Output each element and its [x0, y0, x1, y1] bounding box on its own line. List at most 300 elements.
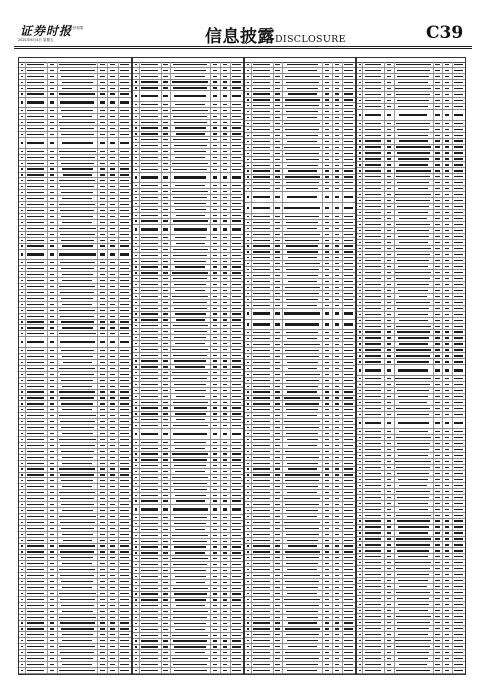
cell-text — [223, 517, 227, 518]
table-cell — [25, 508, 48, 513]
cell-text — [141, 220, 158, 221]
cell-text — [135, 266, 137, 267]
table-cell — [251, 532, 274, 537]
cell-text — [141, 308, 158, 309]
cell-text — [325, 593, 329, 594]
cell-text — [21, 634, 23, 635]
cell-text — [135, 599, 137, 600]
cell-text — [100, 101, 104, 103]
cell-text — [335, 516, 339, 517]
cell-text — [396, 94, 430, 95]
table-cell — [230, 167, 244, 172]
cell-text — [223, 576, 227, 577]
table-cell — [342, 62, 356, 67]
cell-text — [387, 254, 391, 255]
cell-text — [213, 81, 217, 82]
cell-text — [359, 106, 361, 107]
cell-text — [232, 635, 240, 636]
cell-text — [247, 593, 249, 594]
cell-text — [141, 197, 158, 198]
table-cell — [170, 440, 211, 445]
table-cell — [57, 473, 98, 478]
cell-text — [50, 76, 54, 77]
cell-text — [275, 374, 279, 375]
cell-text — [454, 230, 462, 231]
table-cell — [57, 284, 98, 289]
cell-text — [454, 212, 462, 213]
cell-text — [100, 204, 104, 205]
cell-text — [359, 224, 361, 225]
cell-text — [365, 140, 381, 141]
cell-text — [21, 463, 23, 464]
cell-text — [335, 350, 339, 351]
table-cell — [230, 353, 244, 358]
cell-text — [325, 504, 329, 505]
table-cell — [282, 169, 323, 174]
cell-text — [344, 628, 352, 629]
cell-text — [27, 240, 44, 241]
cell-text — [141, 337, 158, 338]
cell-text — [335, 451, 339, 452]
cell-text — [100, 540, 104, 541]
table-cell — [251, 151, 274, 156]
cell-text — [232, 197, 240, 198]
cell-text — [223, 76, 227, 77]
cell-text — [213, 433, 217, 435]
cell-text — [232, 284, 240, 285]
cell-text — [135, 582, 137, 583]
cell-text — [335, 82, 339, 83]
cell-text — [435, 158, 439, 159]
cell-text — [141, 448, 158, 449]
table-cell — [25, 80, 48, 85]
cell-text — [100, 245, 104, 246]
table-cell — [282, 98, 323, 103]
table-cell — [342, 133, 356, 138]
table-cell — [342, 615, 356, 620]
table-cell — [251, 567, 274, 572]
cell-text — [100, 64, 104, 65]
table-cell — [57, 538, 98, 543]
cell-text — [135, 355, 137, 356]
cell-text — [50, 341, 54, 343]
cell-text — [275, 234, 279, 235]
table-cell — [25, 190, 48, 195]
cell-text — [232, 453, 240, 454]
cell-text — [275, 652, 279, 653]
table-cell — [170, 189, 211, 194]
cell-text — [247, 380, 249, 381]
table-cell — [170, 551, 211, 556]
table-cell — [394, 222, 434, 227]
cell-text — [435, 200, 439, 201]
table-row — [133, 429, 243, 440]
cell-text — [120, 486, 129, 487]
table-cell — [25, 550, 48, 555]
cell-text — [247, 617, 249, 618]
cell-text — [223, 110, 227, 111]
cell-text — [365, 64, 381, 65]
cell-text — [335, 510, 339, 511]
cell-text — [247, 581, 249, 582]
table-cell — [57, 555, 98, 560]
cell-text — [27, 157, 44, 158]
cell-text — [232, 593, 240, 594]
cell-text — [27, 622, 44, 623]
cell-text — [21, 76, 23, 77]
cell-text — [27, 415, 44, 416]
cell-text — [223, 296, 227, 297]
table-cell — [139, 265, 162, 270]
cell-text — [275, 658, 279, 659]
cell-text — [253, 474, 270, 475]
table-cell — [118, 114, 132, 119]
cell-text — [435, 176, 439, 177]
table-cell — [362, 98, 385, 103]
cell-text — [174, 442, 206, 443]
cell-text — [27, 421, 44, 422]
table-cell — [251, 285, 274, 290]
cell-text — [396, 176, 429, 177]
table-cell — [342, 261, 356, 266]
cell-text — [286, 611, 318, 612]
cell-text — [163, 313, 167, 314]
cell-text — [275, 457, 279, 458]
cell-text — [213, 570, 217, 571]
table-cell — [230, 102, 244, 107]
cell-text — [435, 236, 439, 237]
cell-text — [399, 140, 428, 141]
cell-text — [120, 93, 129, 94]
table-cell — [118, 514, 132, 519]
table-cell — [230, 551, 244, 556]
cell-text — [335, 88, 339, 89]
cell-text — [275, 628, 279, 629]
table-cell — [118, 155, 132, 160]
cell-text — [120, 468, 129, 469]
cell-text — [110, 327, 114, 328]
cell-text — [110, 652, 114, 653]
cell-text — [21, 581, 23, 582]
cell-text — [27, 268, 44, 269]
cell-text — [120, 142, 129, 144]
cell-text — [135, 261, 137, 262]
cell-text — [223, 337, 227, 338]
table-cell — [230, 300, 244, 305]
table-cell — [342, 372, 356, 377]
table-cell — [230, 668, 244, 673]
cell-text — [335, 427, 339, 428]
cell-text — [213, 396, 217, 397]
table-cell — [230, 183, 244, 188]
cell-text — [253, 188, 270, 189]
cell-text — [27, 486, 44, 487]
table-cell — [57, 232, 98, 237]
cell-text — [50, 445, 54, 446]
cell-text — [120, 151, 129, 152]
cell-text — [325, 251, 329, 252]
cell-text — [365, 206, 381, 207]
cell-text — [141, 349, 158, 350]
table-cell — [251, 232, 274, 237]
cell-text — [21, 168, 23, 169]
cell-text — [247, 216, 249, 217]
table-cell — [170, 574, 211, 579]
table-cell — [139, 586, 162, 591]
cell-text — [344, 323, 352, 325]
cell-text — [344, 222, 352, 223]
cell-text — [176, 500, 205, 501]
cell-text — [454, 123, 462, 124]
cell-text — [344, 70, 352, 71]
table-cell — [57, 662, 98, 667]
cell-text — [454, 129, 462, 130]
table-cell — [57, 325, 98, 330]
cell-text — [141, 127, 158, 128]
table-cell — [452, 133, 466, 138]
cell-text — [175, 652, 205, 653]
cell-text — [287, 463, 318, 464]
table-cell — [452, 68, 466, 73]
cell-text — [232, 133, 240, 134]
cell-text — [120, 245, 129, 246]
cell-text — [135, 296, 137, 297]
cell-text — [325, 540, 329, 541]
table-cell — [342, 68, 356, 73]
table-cell — [342, 336, 356, 341]
cell-text — [110, 245, 114, 246]
cell-text — [213, 296, 217, 297]
cell-text — [247, 646, 249, 647]
cell-text — [172, 453, 208, 454]
cell-text — [223, 419, 227, 420]
table-cell — [251, 226, 274, 231]
table-cell — [170, 539, 211, 544]
cell-text — [27, 599, 44, 600]
cell-text — [335, 463, 339, 464]
table-cell — [251, 396, 274, 401]
cell-text — [100, 180, 104, 181]
table-cell — [57, 62, 98, 67]
cell-text — [135, 646, 137, 647]
cell-text — [61, 350, 94, 351]
cell-text — [287, 251, 318, 252]
cell-text — [325, 170, 329, 171]
cell-text — [435, 100, 439, 101]
cell-text — [232, 266, 240, 267]
cell-text — [344, 451, 352, 452]
table-cell — [230, 294, 244, 299]
table-cell — [362, 168, 385, 173]
cell-text — [174, 228, 207, 230]
cell-text — [21, 298, 23, 299]
cell-text — [163, 558, 167, 559]
table-cell — [57, 161, 98, 166]
cell-text — [120, 356, 129, 357]
cell-text — [445, 152, 449, 153]
cell-text — [335, 344, 339, 345]
cell-text — [285, 658, 319, 659]
table-cell — [230, 126, 244, 131]
cell-text — [21, 228, 23, 229]
cell-text — [27, 350, 44, 351]
table-cell — [170, 562, 211, 567]
table-cell — [57, 149, 98, 154]
table-cell — [57, 320, 98, 325]
cell-text — [141, 495, 158, 496]
table-cell — [251, 133, 274, 138]
table-cell — [118, 449, 132, 454]
cell-text — [135, 249, 137, 250]
cell-text — [21, 274, 23, 275]
cell-text — [253, 170, 270, 171]
cell-text — [286, 380, 319, 381]
table-cell — [282, 550, 323, 555]
table-cell — [170, 149, 211, 154]
cell-text — [21, 210, 23, 211]
table-cell — [170, 463, 211, 468]
cell-text — [335, 545, 339, 546]
table-cell — [342, 538, 356, 543]
cell-text — [163, 407, 167, 408]
cell-text — [27, 451, 44, 452]
cell-text — [325, 646, 329, 647]
cell-text — [62, 142, 93, 144]
cell-text — [344, 275, 352, 276]
cell-text — [213, 448, 217, 449]
cell-text — [120, 534, 129, 535]
cell-text — [325, 188, 329, 189]
cell-text — [110, 504, 114, 505]
table-cell — [25, 573, 48, 578]
cell-text — [247, 275, 249, 276]
table-cell — [118, 92, 132, 97]
cell-text — [399, 164, 428, 165]
cell-text — [387, 64, 391, 65]
cell-text — [61, 427, 94, 428]
table-cell — [230, 329, 244, 334]
table-cell — [394, 252, 434, 257]
cell-text — [223, 489, 227, 490]
cell-text — [247, 391, 249, 392]
cell-text — [232, 87, 240, 88]
cell-text — [285, 76, 320, 77]
cell-text — [27, 504, 44, 505]
cell-text — [120, 652, 129, 653]
cell-text — [232, 243, 240, 244]
cell-text — [100, 262, 104, 263]
cell-text — [325, 269, 329, 270]
cell-text — [286, 664, 318, 665]
table-cell — [251, 561, 274, 566]
table-cell — [230, 312, 244, 317]
table-cell — [342, 255, 356, 260]
cell-text — [284, 207, 320, 209]
cell-text — [163, 228, 167, 230]
cell-text — [174, 122, 207, 123]
table-cell — [139, 639, 162, 644]
table-cell — [25, 208, 48, 213]
table-cell — [394, 157, 434, 162]
cell-text — [120, 82, 129, 83]
cell-text — [110, 380, 114, 381]
cell-text — [232, 343, 240, 344]
cell-text — [399, 114, 427, 116]
cell-text — [213, 343, 217, 344]
table-cell — [57, 378, 98, 383]
cell-text — [325, 257, 329, 258]
cell-text — [50, 304, 54, 305]
cell-text — [454, 158, 462, 159]
cell-text — [21, 88, 23, 89]
table-cell — [251, 437, 274, 442]
table-row — [245, 203, 355, 214]
cell-text — [232, 378, 240, 379]
cell-text — [176, 215, 205, 216]
cell-text — [387, 88, 391, 89]
table-cell — [170, 329, 211, 334]
cell-text — [275, 228, 279, 229]
cell-text — [27, 292, 44, 293]
cell-text — [253, 652, 270, 653]
cell-text — [223, 157, 227, 158]
cell-text — [135, 337, 137, 338]
table-cell — [139, 376, 162, 381]
table-cell — [118, 120, 132, 125]
cell-text — [62, 116, 92, 117]
table-cell — [362, 240, 385, 245]
cell-text — [335, 281, 339, 282]
table-cell — [282, 597, 323, 602]
cell-text — [335, 468, 339, 469]
cell-text — [21, 292, 23, 293]
cell-text — [50, 545, 54, 546]
cell-text — [50, 368, 54, 369]
table-cell — [394, 228, 434, 233]
cell-text — [325, 129, 329, 130]
cell-text — [344, 510, 352, 511]
cell-text — [284, 344, 320, 345]
cell-text — [232, 605, 240, 606]
table-cell — [342, 632, 356, 637]
cell-text — [61, 658, 93, 659]
cell-text — [21, 670, 23, 671]
table-cell — [230, 475, 244, 480]
cell-text — [445, 188, 449, 189]
table-cell — [342, 145, 356, 150]
cell-text — [176, 605, 205, 606]
table-cell — [118, 226, 132, 231]
cell-text — [253, 117, 270, 118]
cell-text — [365, 114, 381, 116]
cell-text — [174, 623, 206, 624]
cell-text — [365, 164, 381, 165]
cell-text — [172, 477, 208, 478]
table-cell — [282, 461, 323, 466]
table-cell — [342, 192, 356, 202]
cell-text — [223, 116, 227, 117]
table-cell — [25, 360, 48, 365]
cell-text — [163, 163, 167, 164]
cell-text — [163, 378, 167, 379]
cell-text — [344, 305, 352, 306]
table-cell — [394, 145, 434, 150]
table-cell — [25, 320, 48, 325]
table-cell — [57, 238, 98, 243]
cell-text — [175, 266, 205, 267]
cell-text — [174, 331, 207, 332]
cell-text — [286, 634, 319, 635]
